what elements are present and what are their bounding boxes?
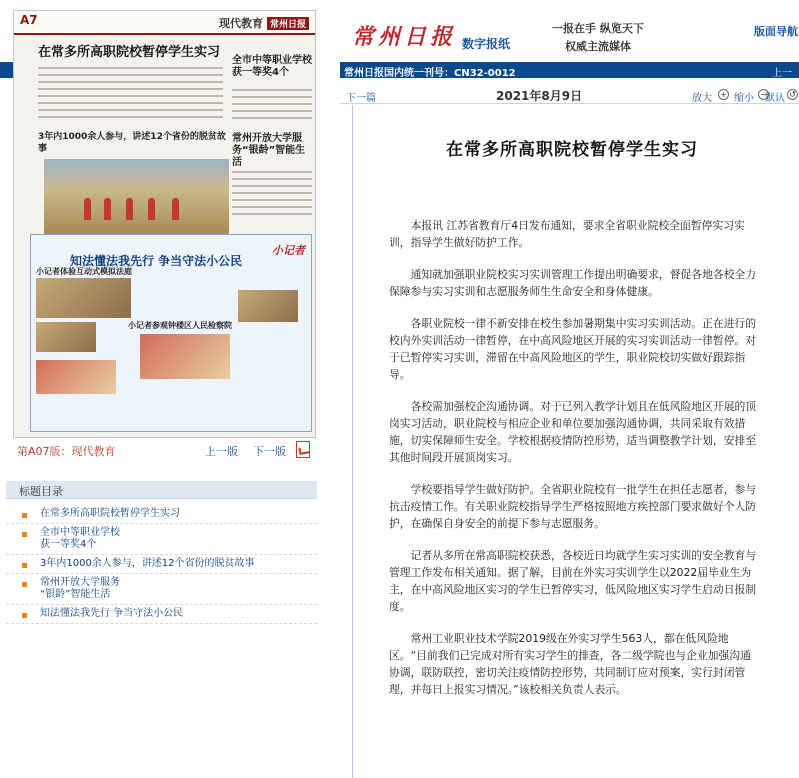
newspaper-text-line	[38, 95, 223, 97]
toc-item-text: 获一等奖4个	[40, 539, 97, 550]
newspaper-text-line	[38, 109, 223, 111]
prev-edition-link[interactable]: 上一	[772, 68, 792, 79]
site-digital-label: 数字报纸	[462, 37, 511, 51]
newspaper-feature-sub-2: 小记者参观钟楼区人民检察院	[128, 321, 232, 330]
current-page-label[interactable]: 第A07版：现代教育	[17, 445, 116, 458]
newspaper-feature-photo	[36, 278, 131, 318]
bullet-icon	[22, 582, 27, 587]
newspaper-text-line	[38, 116, 223, 118]
newspaper-text-line	[232, 199, 312, 201]
newspaper-text-line	[232, 110, 312, 112]
photo-figure	[172, 198, 179, 220]
toc-item-text: 知法懂法我先行 争当守法小公民	[40, 608, 184, 619]
newspaper-feature-photo	[36, 322, 96, 352]
newspaper-text-line	[232, 192, 312, 194]
photo-figure	[104, 198, 111, 220]
newspaper-feature-photo	[140, 334, 230, 379]
article-paragraph: 本报讯 江苏省教育厅4日发布通知，要求全省职业院校全面暂停实习实训，指导学生做好防护工作。	[389, 219, 745, 249]
newspaper-section-name	[219, 15, 309, 31]
newspaper-photo	[44, 159, 229, 234]
next-page-link[interactable]: 下一版	[253, 445, 286, 458]
newspaper-text-line	[38, 88, 223, 90]
reset-icon[interactable]: ↺	[787, 89, 798, 100]
newspaper-sub-headline-2[interactable]: 3年内1000余人参与，讲述12个省份的脱贫故事	[38, 132, 226, 154]
next-article-link[interactable]: 下一篇	[346, 93, 376, 104]
newspaper-text-line	[232, 185, 312, 187]
site-logo[interactable]: 常州日报	[352, 24, 457, 50]
newspaper-feature-title[interactable]: 知法懂法我先行 争当守法小公民	[70, 254, 243, 268]
minus-icon[interactable]: −	[758, 89, 769, 100]
newspaper-text-line	[232, 178, 312, 180]
newspaper-page-number: A7	[20, 13, 38, 27]
newspaper-brand-label: 常州日报	[267, 17, 309, 30]
bullet-icon	[22, 563, 27, 568]
photo-figure	[84, 198, 91, 220]
site-slogan-1: 一报在手 纵览天下	[552, 22, 644, 35]
newspaper-text-line	[38, 74, 223, 76]
right-panel	[340, 0, 799, 778]
cn-number: 常州日报国内统一刊号：CN32-0012	[344, 68, 516, 79]
newspaper-lead-headline[interactable]: 在常多所高职院校暂停学生实习	[38, 45, 221, 60]
bullet-icon	[22, 613, 27, 618]
default-size-link[interactable]: 默认	[765, 93, 785, 104]
date-toolbar	[340, 86, 799, 104]
toc-item-1[interactable]	[6, 505, 317, 524]
toc-item-3[interactable]	[6, 555, 317, 574]
newspaper-text-line	[232, 89, 312, 91]
article-paragraph: 各职业院校一律不新安排在校生参加暑期集中实习实训活动。正在进行的校内外实训活动一律暂停，在中高风险地区开展的实习实训活动一律暂停。对于已暂停实习实训，滞留在中高风险地区的学生，职业院校切实做好跟踪指导。	[389, 317, 757, 381]
newspaper-text-line	[38, 67, 223, 69]
toc-item-text: 3年内1000余人参与，讲述12个省份的脱贫故事	[40, 558, 255, 569]
article-paragraph: 各校需加强校企沟通协调。对于已列入教学计划且在低风险地区开展的顶岗实习活动，职业院校与相应企业和单位要加强沟通协调，共同采取有效措施，切实保障师生安全。学校根据疫情防控形势，适当调整教学计划，安排至其他时间段开展顶岗实习。	[389, 400, 757, 464]
prev-page-link[interactable]: 上一版	[205, 445, 238, 458]
toc-item-text: 常州开放大学服务	[40, 577, 120, 588]
newspaper-text-line	[38, 102, 223, 104]
newspaper-feature-logo: 小记者	[272, 244, 305, 257]
newspaper-section-label: 现代教育	[218, 17, 263, 30]
newspaper-feature-photo	[36, 360, 116, 394]
toc-header	[6, 481, 317, 499]
pdf-icon[interactable]	[296, 441, 310, 458]
newspaper-text-line	[232, 96, 312, 98]
newspaper-text-line	[232, 103, 312, 105]
newspaper-text-line	[232, 171, 312, 173]
page-pager	[13, 440, 316, 460]
toc-item-4[interactable]	[6, 574, 317, 605]
toc-item-text: 全市中等职业学校	[40, 527, 120, 538]
issue-date: 2021年8月9日	[496, 89, 583, 103]
toc-item-2[interactable]	[6, 524, 317, 555]
article-title: 在常多所高职院校暂停学生实习	[446, 140, 698, 160]
left-panel	[0, 0, 340, 778]
toc-item-text: 在常多所高职院校暂停学生实习	[40, 508, 180, 519]
article-paragraph: 通知就加强职业院校实习实训管理工作提出明确要求，督促各地各校全力保障参与实习实训和志愿服务师生生命安全和身体健康。	[389, 268, 757, 298]
bullet-icon	[22, 513, 27, 518]
newspaper-feature-photo	[238, 290, 298, 322]
newspaper-page-header	[14, 11, 315, 35]
toc-title: 标题目录	[19, 485, 63, 498]
newspaper-text-line	[38, 81, 223, 83]
newspaper-sub-headline-1[interactable]: 全市中等职业学校获一等奖4个	[232, 55, 312, 78]
article-paragraph: 学校要指导学生做好防护。全省职业院校有一批学生在担任志愿者，参与抗击疫情工作。有关职业院校指导学生严格按照地方疾控部门要求做好个人防护，在确保自身安全的前提下参与志愿服务。	[389, 483, 757, 530]
version-nav-link[interactable]: 版面导航	[754, 25, 798, 38]
bullet-icon	[22, 532, 27, 537]
site-slogan-2: 权威主流媒体	[565, 40, 631, 53]
article-container	[352, 105, 791, 778]
newspaper-feature-sub-1: 小记者体验互动式模拟法庭	[36, 267, 132, 276]
zoom-out-link[interactable]: 缩小	[734, 93, 754, 104]
plus-icon[interactable]: +	[718, 89, 729, 100]
article-body	[389, 217, 757, 713]
toc-list	[6, 505, 317, 624]
newspaper-text-line	[232, 213, 312, 215]
article-paragraph: 常州工业职业技术学院2019级在外实习学生563人，都在低风险地区。“目前我们已完成对所有实习学生的排查，各二级学院也与企业加强沟通协调，联防联控，密切关注疫情防控形势，共同制订应对预案，实行封闭管理，并每日上报实习情况。”该校相关负责人表示。	[389, 632, 751, 696]
zoom-in-link[interactable]: 放大	[692, 93, 712, 104]
photo-figure	[126, 198, 133, 220]
newspaper-sub-headline-3[interactable]: 常州开放大学服务“银龄”智能生活	[232, 133, 306, 168]
left-blue-strip	[0, 62, 14, 78]
info-bar	[340, 62, 799, 78]
article-paragraph: 记者从多所在常高职院校获悉，各校近日均就学生实习实训的安全教育与管理工作发布相关通知。据了解，目前在外实习实训学生以2022届毕业生为主，在中高风险地区实习的学生已暂停实习，低风险地区实习学生启动日报制度。	[389, 549, 757, 613]
newspaper-text-line	[232, 206, 312, 208]
photo-figure	[148, 198, 155, 220]
toc-item-text: “银龄”智能生活	[40, 589, 111, 600]
newspaper-text-line	[232, 117, 312, 119]
toc-item-5[interactable]	[6, 605, 317, 624]
